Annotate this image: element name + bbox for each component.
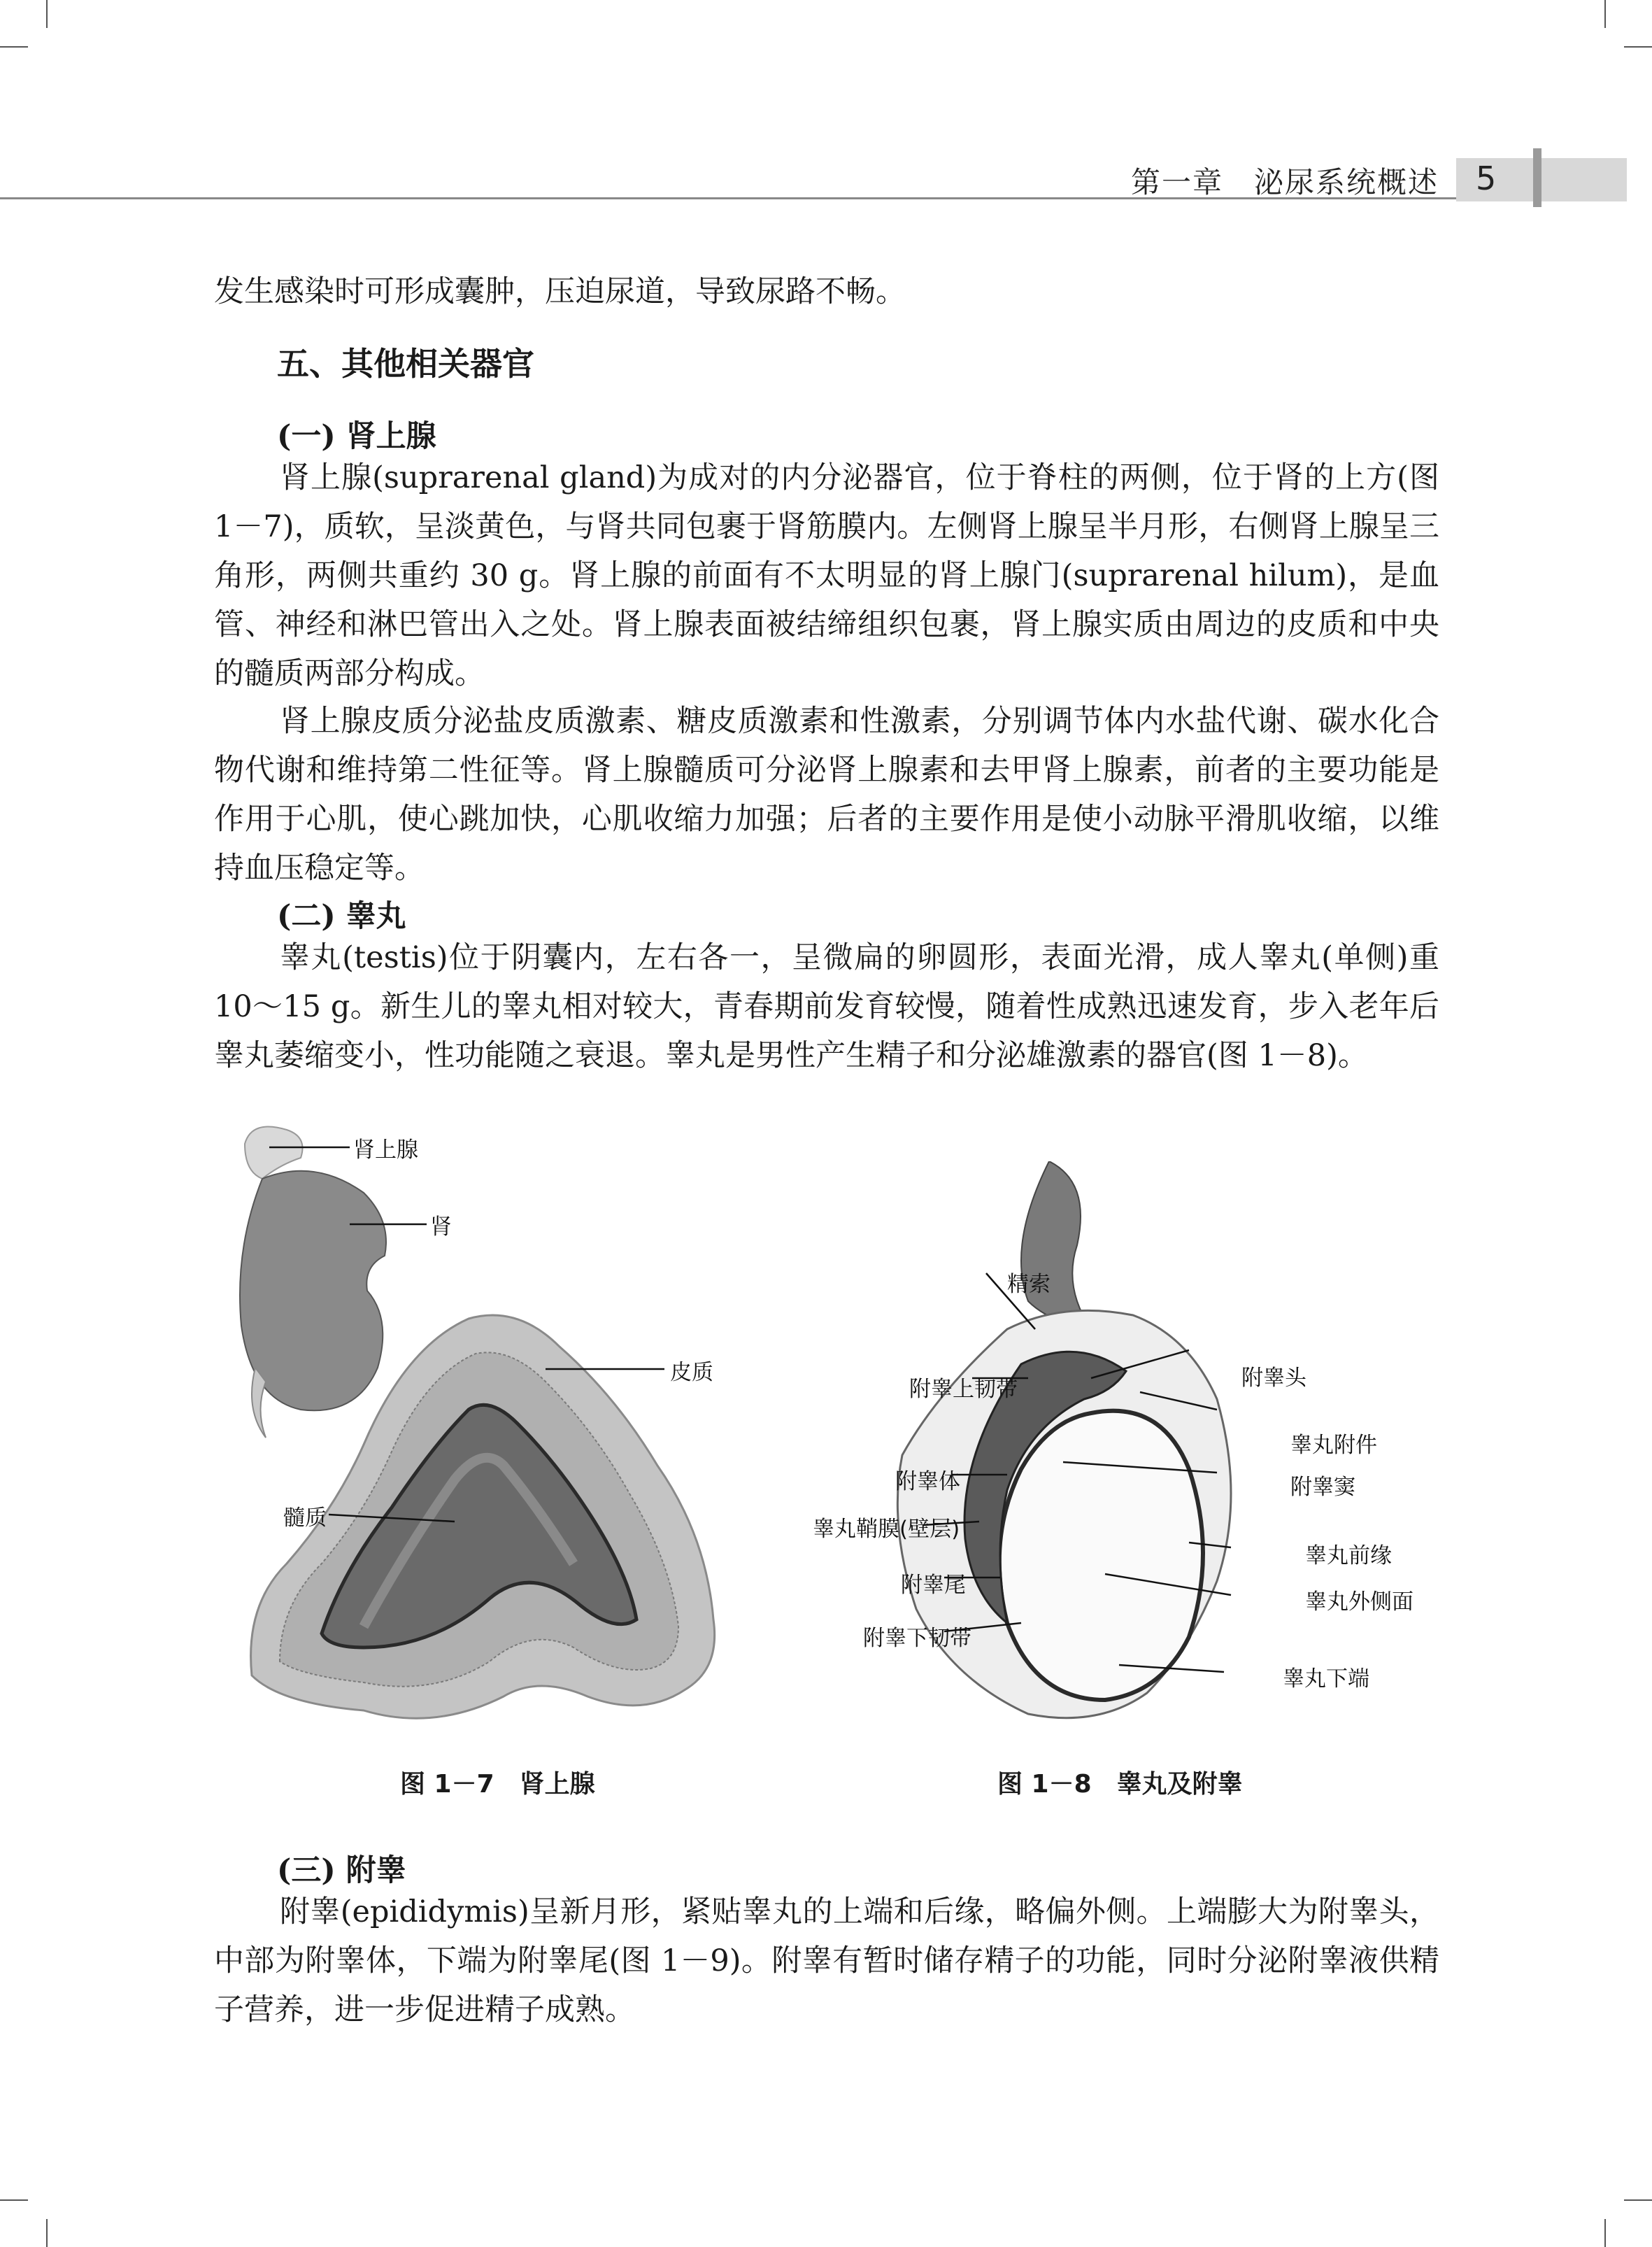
label-lateral-surface: 睾丸外侧面 <box>1305 1589 1414 1615</box>
page-tab-bar <box>1533 148 1541 207</box>
ureter <box>252 1368 266 1438</box>
testis-body <box>999 1411 1203 1700</box>
crop-mark <box>46 2219 48 2247</box>
section-heading: 五、其他相关器官 <box>277 345 534 383</box>
label-epididymis-head: 附睾头 <box>1241 1366 1306 1391</box>
label-epididymis-tail: 附睾尾 <box>901 1573 966 1598</box>
crop-mark <box>1604 2219 1606 2247</box>
label-medulla: 髓质 <box>283 1505 327 1531</box>
paragraph-adrenal-1: 肾上腺(suprarenal gland)为成对的内分泌器官，位于脊柱的两侧，位于肾的上方(图 1－7)，质软，呈淡黄色，与肾共同包裹于肾筋膜内。左侧肾上腺呈半月形，右侧肾上腺呈三角形，两侧共重约 30 g。肾上腺的前面有不太明显的肾上腺门(suprarenal hilum)，是血管、神经和淋巴管出入之处。肾上腺表面被结缔组织包裹，肾上腺实质由周边的皮质和中央的髓质两部分构成。 <box>214 460 1439 691</box>
crop-mark <box>1624 46 1652 48</box>
crop-mark <box>46 0 48 28</box>
label-appendix-testis: 睾丸附件 <box>1290 1433 1377 1458</box>
label-superior-ligament: 附睾上韧带 <box>909 1377 1018 1402</box>
figure-caption-1-8: 图 1－8 睾丸及附睾 <box>997 1770 1243 1799</box>
label-kidney: 肾 <box>430 1214 452 1240</box>
crop-mark <box>0 46 28 48</box>
paragraph-testis: 睾丸(testis)位于阴囊内，左右各一，呈微扁的卵圆形，表面光滑，成人睾丸(单侧)重 10～15 g。新生儿的睾丸相对较大，青春期前发育较慢，随着性成熟迅速发育，步入老年后睾丸萎缩变小，性功能随之衰退。睾丸是男性产生精子和分泌雄激素的器官(图 1－8)。 <box>214 940 1439 1073</box>
paragraph-adrenal-2: 肾上腺皮质分泌盐皮质激素、糖皮质激素和性激素，分别调节体内水盐代谢、碳水化合物代谢和维持第二性征等。肾上腺髓质可分泌肾上腺素和去甲肾上腺素，前者的主要功能是作用于心肌，使心跳加快，心肌收缩力加强；后者的主要作用是使小动脉平滑肌收缩，以维持血压稳定等。 <box>214 704 1439 886</box>
subsection-heading-adrenal: (一) 肾上腺 <box>277 419 436 454</box>
subsection-heading-epididymis: (三) 附睾 <box>277 1853 406 1888</box>
kidney-shape <box>240 1171 386 1411</box>
intro-paragraph: 发生感染时可形成囊肿，压迫尿道，导致尿路不畅。 <box>214 274 906 309</box>
label-epididymis-body: 附睾体 <box>895 1469 960 1494</box>
figure-caption-1-7: 图 1－7 肾上腺 <box>400 1770 595 1799</box>
label-adrenal: 肾上腺 <box>353 1137 418 1163</box>
crop-mark <box>1604 0 1606 28</box>
label-tunica-vaginalis: 睾丸鞘膜(壁层) <box>813 1517 960 1542</box>
subsection-heading-testis: (二) 睾丸 <box>277 899 406 934</box>
spermatic-cord <box>1021 1161 1091 1329</box>
adrenal-illustration <box>224 1116 755 1745</box>
page-number: 5 <box>1476 160 1497 197</box>
label-lower-end: 睾丸下端 <box>1283 1666 1369 1692</box>
label-inferior-ligament: 附睾下韧带 <box>863 1626 971 1651</box>
label-spermatic-cord: 精索 <box>1007 1272 1051 1297</box>
label-anterior-border: 睾丸前缘 <box>1305 1543 1392 1568</box>
label-epididymal-sinus: 附睾窦 <box>1290 1475 1355 1500</box>
chapter-title: 第一章 泌尿系统概述 <box>1130 165 1439 199</box>
label-cortex: 皮质 <box>670 1360 713 1385</box>
paragraph-epididymis: 附睾(epididymis)呈新月形，紧贴睾丸的上端和后缘，略偏外侧。上端膨大为附睾头，中部为附睾体，下端为附睾尾(图 1－9)。附睾有暂时储存精子的功能，同时分泌附睾液供精子营养，进一步促进精子成熟。 <box>214 1894 1439 2027</box>
crop-mark <box>1624 2199 1652 2201</box>
crop-mark <box>0 2199 28 2201</box>
